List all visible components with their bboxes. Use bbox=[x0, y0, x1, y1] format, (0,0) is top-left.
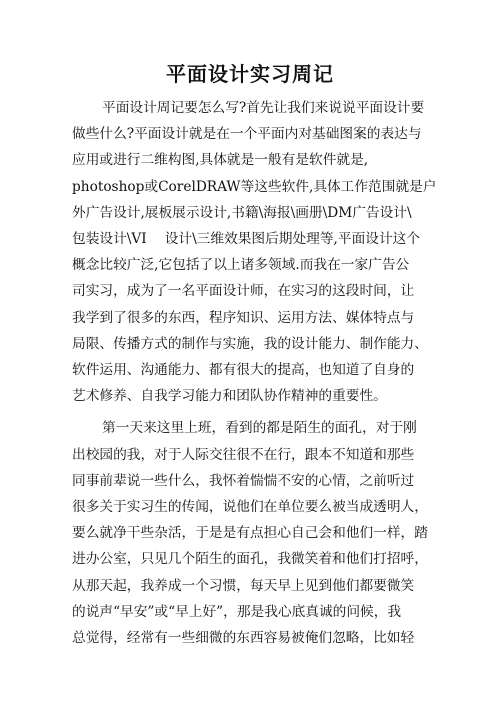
text-line: 出校园的我，对于人际交往很不在行，跟本不知道和那些 bbox=[72, 446, 415, 463]
text-line: 第一天来这里上班，看到的都是陌生的面孔，对于刚 bbox=[102, 420, 417, 437]
text-line: 概念比较广泛,它包括了以上诸多领域.而我在一家广告公 bbox=[72, 257, 410, 274]
text-line: 局限、传播方式的制作与实施，我的设计能力、制作能力、 bbox=[72, 335, 428, 352]
page-title: 平面设计实习周记 bbox=[166, 62, 334, 86]
text-line: 同事前辈说一些什么，我怀着惴惴不安的心情，之前听过 bbox=[72, 472, 415, 489]
text-line: 包装设计\VI 设计\三维效果图后期处理等,平面设计这个 bbox=[72, 231, 421, 248]
document-body bbox=[72, 95, 454, 651]
text-line: 要么就净干些杂活，于是是有点担心自己会和他们一样，踏 bbox=[72, 525, 428, 542]
text-line: 外广告设计,展板展示设计,书籍\海报\画册\DM广告设计\ bbox=[72, 204, 412, 221]
text-line: 平面设计周记要怎么写?首先让我们来说说平面设计要 bbox=[102, 100, 425, 116]
text-line: 软件运用、沟通能力、都有很大的提高，也知道了自身的 bbox=[72, 362, 415, 379]
text-line: 总觉得，经常有一些细微的东西容易被俺们忽略，比如轻 bbox=[72, 630, 415, 647]
text-line: 做些什么?平面设计就是在一个平面内对基础图案的表达与 bbox=[72, 126, 422, 143]
text-line: 很多关于实习生的传闻，说他们在单位要么被当成透明人， bbox=[72, 499, 428, 516]
text-line: 应用或进行二维构图,具体就是一般有是软件就是, bbox=[72, 152, 369, 169]
text-line: 的说声“早安”或“早上好”，那是我心底真诚的问候，我 bbox=[72, 603, 402, 620]
text-line: 艺术修养、自我学习能力和团队协作精神的重要性。 bbox=[72, 388, 387, 405]
text-line: 进办公室，只见几个陌生的面孔，我微笑着和他们打招呼， bbox=[72, 551, 428, 568]
text-line: 我学到了很多的东西，程序知识、运用方法、媒体特点与 bbox=[72, 309, 415, 326]
text-line: 从那天起，我养成一个习惯，每天早上见到他们都要微笑 bbox=[72, 577, 415, 594]
text-line: photoshop或CorelDRAW等这些软件,具体工作范围就是户 bbox=[72, 178, 437, 195]
paragraph-2 bbox=[72, 415, 454, 651]
paragraph-1 bbox=[72, 95, 454, 409]
text-line: 司实习，成为了一名平面设计师，在实习的这段时间，让 bbox=[72, 283, 415, 300]
